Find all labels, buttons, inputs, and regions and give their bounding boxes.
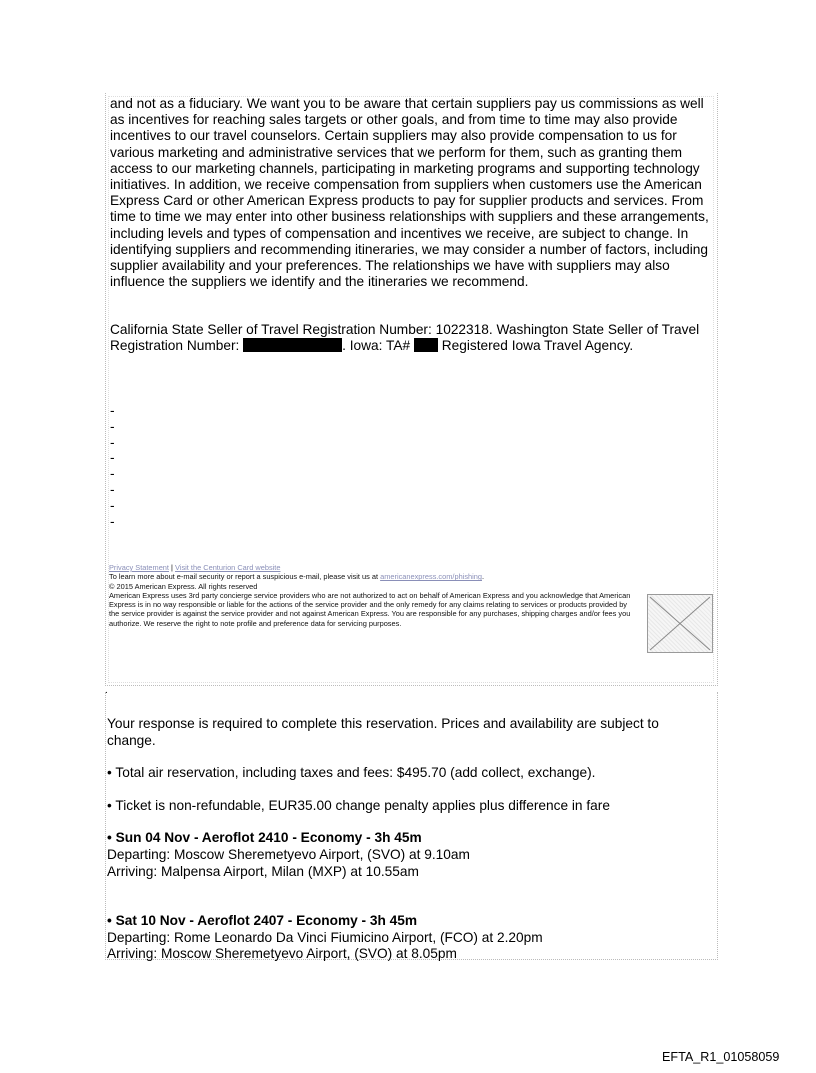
email-footer	[109, 563, 639, 628]
flight-heading: • Sat 10 Nov - Aeroflot 2407 - Economy - 3h 45m	[107, 913, 711, 930]
registration-text	[110, 322, 714, 354]
disclosure-paragraph: and not as a fiduciary. We want you to be aware that certain suppliers pay us commissions as well as incentives for reaching sales targets or other goals, and from time to time may also provide incentives to our travel counselors. Certain suppliers may also provide compensation to us for various marketing and administrative services that we perform for them, such as granting them access to our marketing channels, participating in marketing programs and supporting technology initiatives. In addition, we receive compensation from suppliers when customers use the American Express Card or other American Express products to pay for supplier products and services. From time to time we may enter into other business relationships with suppliers and these arrangements, including levels and types of compensation and incentives we receive, are subject to change. In identifying suppliers and recommending itineraries, we may consider a number of factors, including supplier availability and your preferences. The relationships we have with suppliers may also influence the suppliers we identify and the itineraries we recommend.	[110, 96, 709, 290]
registration-part-3: Registered Iowa Travel Agency.	[437, 338, 634, 354]
ticket-policy-bullet: • Ticket is non-refundable, EUR35.00 change penalty applies plus difference in fare	[107, 798, 711, 815]
flight-arriving: Arriving: Malpensa Airport, Milan (MXP) at 10.55am	[107, 863, 419, 879]
total-reservation-bullet: • Total air reservation, including taxes and fees: $495.70 (add collect, exchange).	[107, 765, 711, 782]
security-notice	[109, 572, 639, 581]
image-placeholder-icon	[648, 595, 712, 652]
redaction-box	[243, 338, 342, 352]
centurion-card-link[interactable]: Visit the Centurion Card website	[175, 563, 281, 572]
flight-arriving: Arriving: Moscow Sheremetyevo Airport, (SVO) at 8.05pm	[107, 946, 457, 962]
link-separator: |	[171, 563, 173, 572]
flight-heading: • Sun 04 Nov - Aeroflot 2410 - Economy - 3h 45m	[107, 830, 711, 847]
document-id: EFTA_R1_01058059	[662, 1050, 780, 1064]
dash-line: -	[110, 481, 115, 497]
dash-line: -	[110, 466, 115, 482]
broken-image-placeholder	[647, 594, 713, 653]
redaction-box	[414, 338, 438, 352]
registration-part-2: . Iowa: TA#	[342, 338, 414, 354]
phishing-link[interactable]: americanexpress.com/phishing	[380, 572, 482, 582]
reservation-intro: Your response is required to complete this reservation. Prices and availability are subject to change.	[107, 716, 659, 748]
dash-line: -	[110, 418, 115, 434]
dash-list	[110, 403, 115, 529]
security-suffix: .	[481, 572, 485, 582]
reservation-details	[107, 716, 711, 963]
footer-links	[109, 563, 639, 572]
dash-line: -	[110, 497, 115, 513]
security-prefix: To learn more about e-mail security or report a suspicious e-mail, please visit us at	[109, 572, 381, 582]
dash-line: -	[110, 450, 115, 466]
flight-departing: Departing: Moscow Sheremetyevo Airport, (SVO) at 9.10am	[107, 846, 470, 862]
flight-departing: Departing: Rome Leonardo Da Vinci Fiumicino Airport, (FCO) at 2.20pm	[107, 929, 543, 945]
dot-mark: .	[105, 685, 108, 696]
legal-notice: American Express uses 3rd party concierge service providers who are not authorized to act on behalf of American Express and you acknowledge that American Express is in no way responsible or liable for the actions of the service provider and the only remedy for any claims relating to services or products provided by the service provider is against the service provider and not against American Express. You are responsible for any purchases, shipping charges and/or fees you authorize. We reserve the right to note profile and preference data for servicing purposes.	[109, 590, 631, 628]
dash-line: -	[110, 434, 115, 450]
registration-part-1: California State Seller of Travel Registration Number: 1022318. Washington State Seller of Travel Registration Number:	[110, 322, 700, 354]
flight-segment	[107, 830, 711, 880]
flight-segment	[107, 913, 711, 963]
privacy-statement-link[interactable]: Privacy Statement	[109, 563, 169, 572]
copyright-notice: © 2015 American Express. All rights reserved	[109, 581, 258, 591]
dash-line: -	[110, 513, 115, 529]
dash-line: -	[110, 403, 115, 418]
